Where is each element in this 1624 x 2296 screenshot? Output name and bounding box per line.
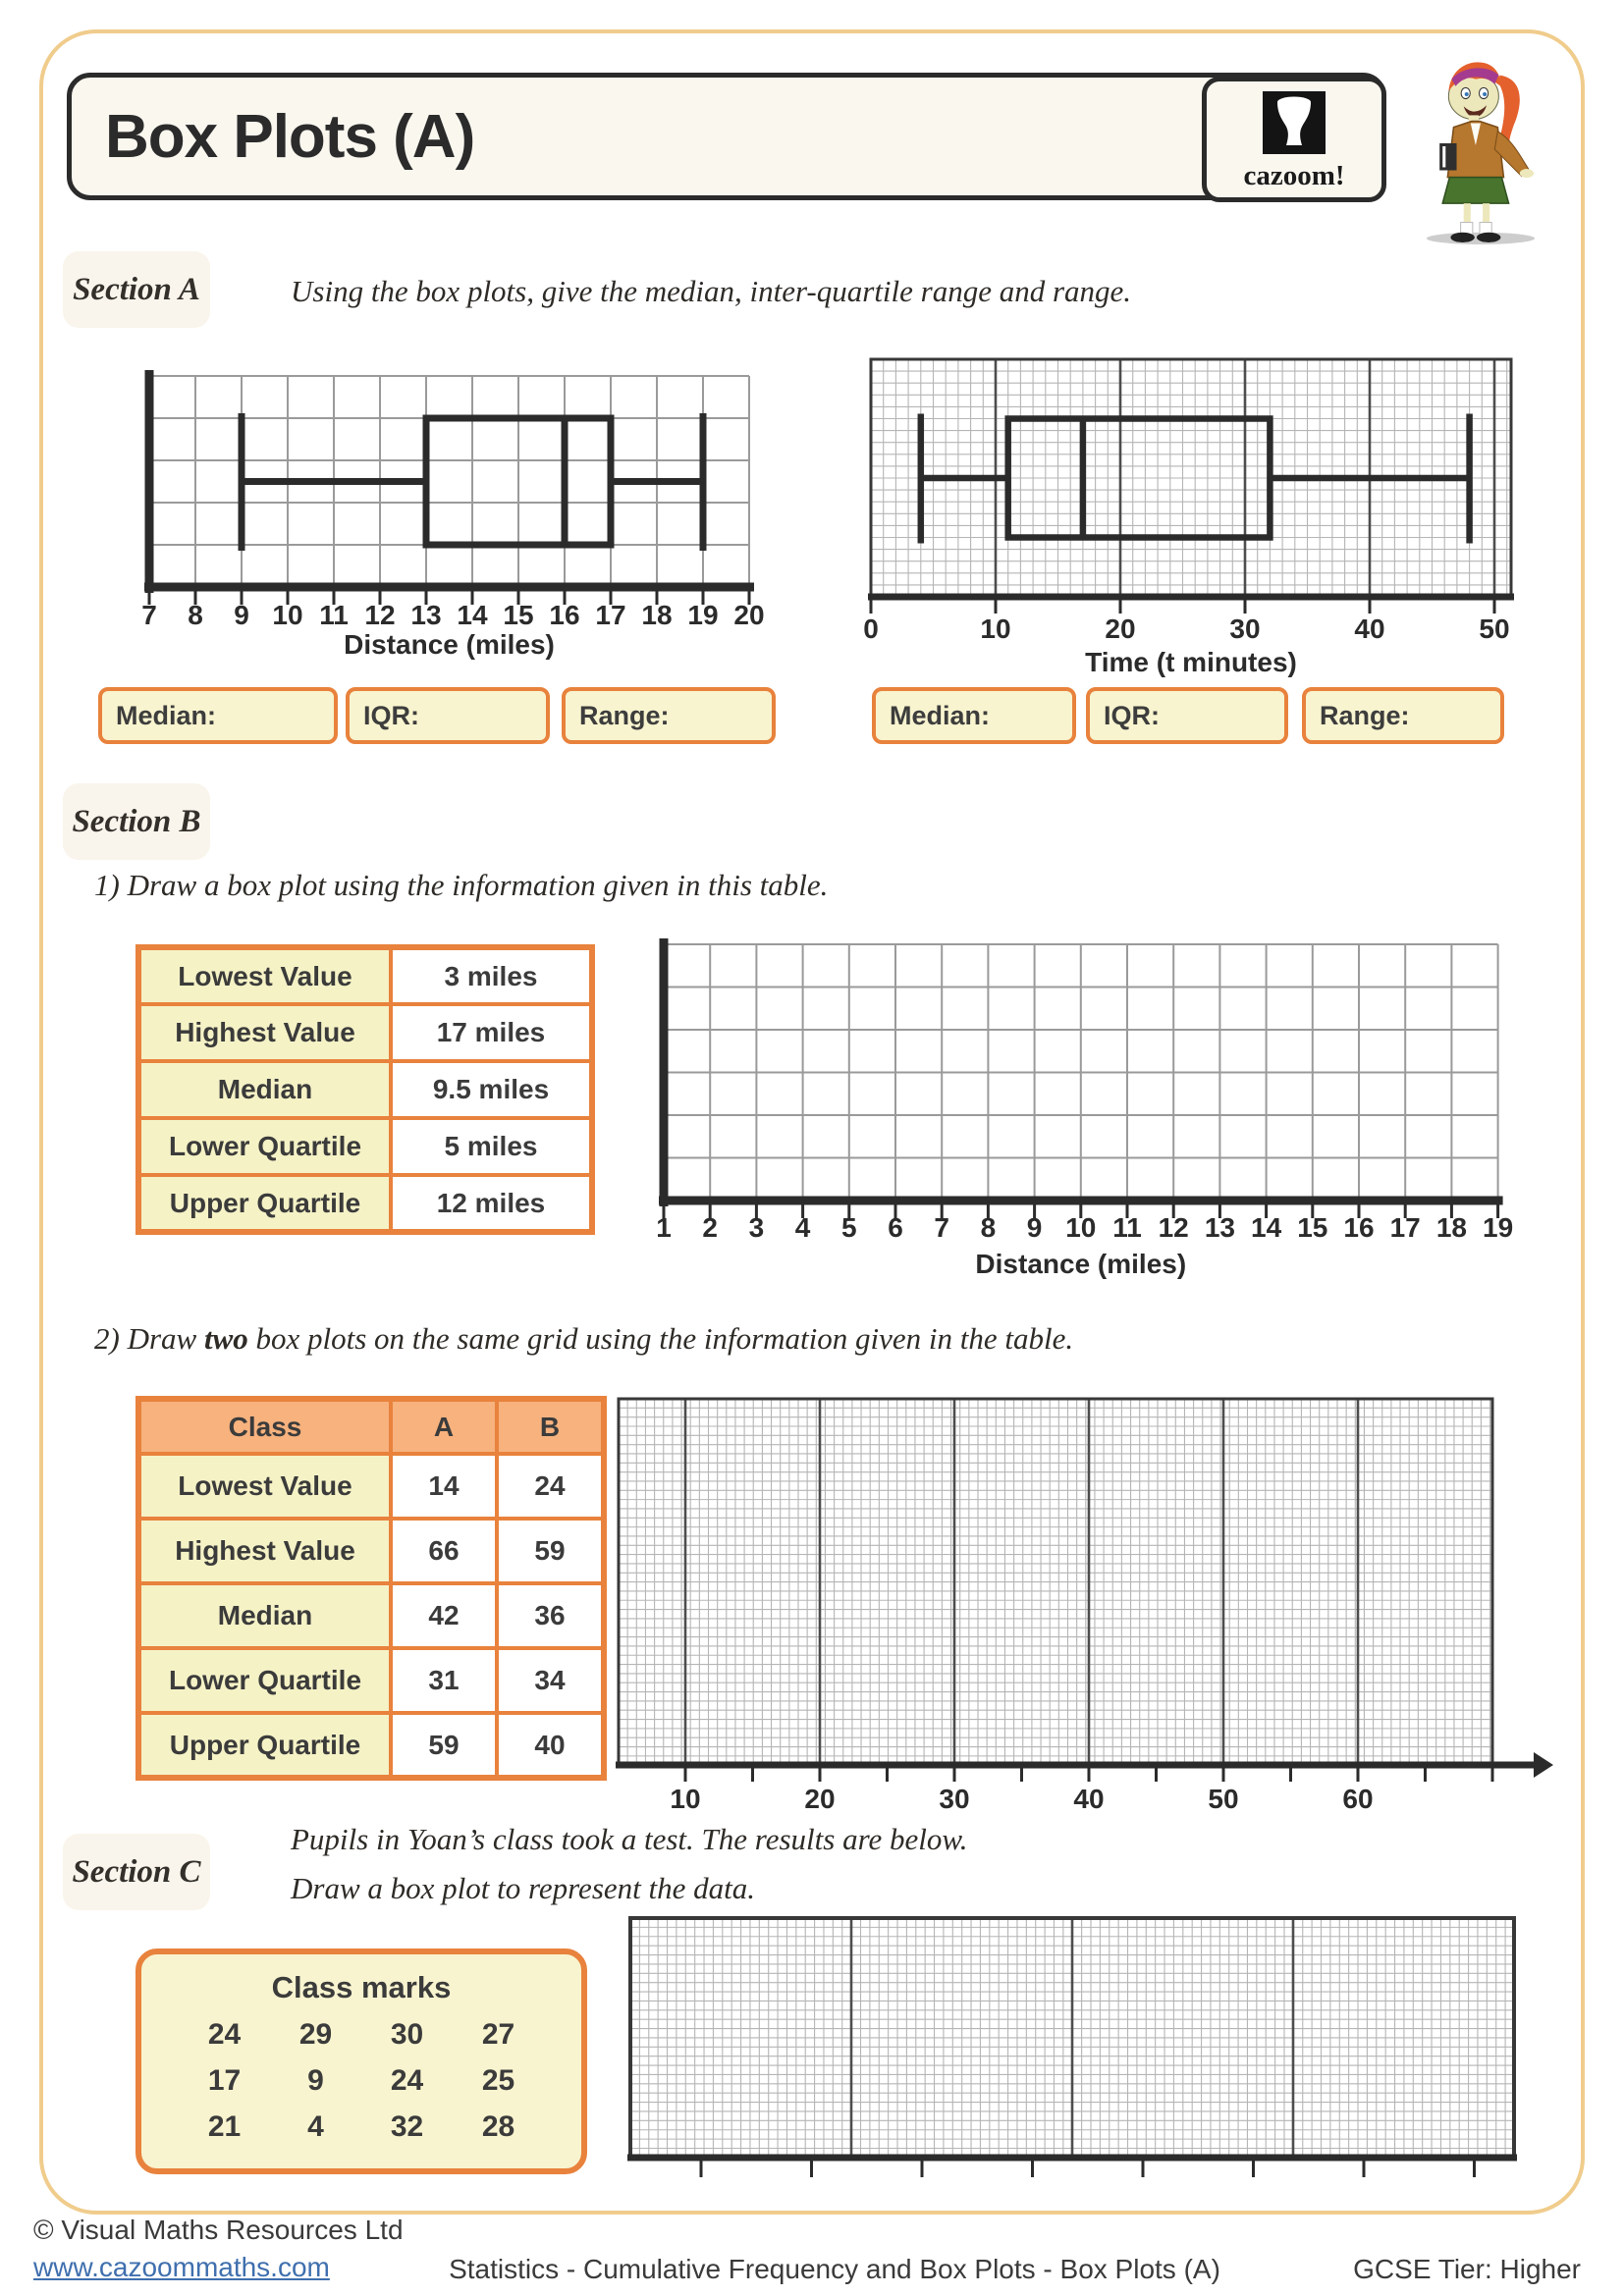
table-row (138, 1004, 592, 1061)
answer-box-iqr-2[interactable] (1086, 687, 1288, 744)
svg-text:16: 16 (1343, 1212, 1375, 1243)
svg-text:13: 13 (1204, 1212, 1235, 1243)
svg-text:5: 5 (841, 1212, 857, 1243)
class-mark-value: 28 (481, 2110, 515, 2143)
table-cell: 34 (497, 1648, 604, 1713)
answer-label: IQR: (363, 700, 419, 730)
class-mark-value: 29 (298, 2018, 333, 2051)
table-cell: 59 (497, 1519, 604, 1583)
svg-text:19: 19 (687, 600, 719, 630)
footer-center-text: Statistics - Cumulative Frequency and Box Plots - Box Plots (A) (449, 2254, 1220, 2284)
table-header-cell: Class (138, 1399, 391, 1454)
svg-text:6: 6 (888, 1212, 903, 1243)
table-cell: Median (138, 1061, 391, 1118)
section-b-label: Section B (63, 783, 210, 860)
logo-text: cazoom! (1243, 160, 1345, 191)
section-c-label: Section C (63, 1834, 210, 1910)
table-cell: 31 (391, 1648, 497, 1713)
svg-text:10: 10 (980, 614, 1011, 644)
class-marks-values (141, 2018, 581, 2144)
table-cell: Lowest Value (138, 947, 391, 1004)
table-cell: 59 (391, 1713, 497, 1778)
answer-label: Median: (890, 700, 991, 730)
svg-text:18: 18 (1435, 1212, 1467, 1243)
class-marks-title: Class marks (271, 1970, 452, 2004)
table-row (138, 1583, 604, 1648)
table-row (138, 1175, 592, 1232)
title-box (67, 73, 1386, 200)
skirt (1442, 178, 1508, 204)
svg-text:10: 10 (1065, 1212, 1097, 1243)
table-cell: 24 (497, 1454, 604, 1519)
svg-text:60: 60 (1342, 1784, 1374, 1814)
class-marks-row (141, 2110, 581, 2144)
svg-text:14: 14 (1251, 1212, 1282, 1243)
question-1-text: 1) Draw a box plot using the information given in this table. (94, 868, 829, 902)
class-mark-value: 27 (481, 2018, 515, 2051)
table-cell: 9.5 miles (391, 1061, 592, 1118)
table-cell: Upper Quartile (138, 1713, 391, 1778)
book (1439, 143, 1456, 171)
class-mark-value: 24 (390, 2064, 424, 2097)
empty-grid-class-marks[interactable] (617, 1906, 1551, 2189)
class-mark-value: 25 (481, 2064, 515, 2097)
svg-text:0: 0 (863, 614, 879, 644)
answer-box-range-1[interactable] (562, 687, 776, 744)
class-mark-value: 21 (207, 2110, 242, 2143)
table-cell: Median (138, 1583, 391, 1648)
logo-box (1202, 77, 1386, 202)
svg-text:3: 3 (748, 1212, 765, 1243)
svg-text:20: 20 (1105, 614, 1136, 644)
table-cell: Upper Quartile (138, 1175, 391, 1232)
svg-text:20: 20 (804, 1784, 836, 1814)
table-header-cell: A (391, 1399, 497, 1454)
footer-tier: GCSE Tier: Higher (1353, 2254, 1581, 2284)
table-cell: Highest Value (138, 1004, 391, 1061)
table-cell: 12 miles (391, 1175, 592, 1232)
svg-text:7: 7 (934, 1212, 949, 1243)
table-row (138, 1519, 604, 1583)
table-cell: 14 (391, 1454, 497, 1519)
section-c-instruction-2: Draw a box plot to represent the data. (291, 1871, 755, 1905)
svg-text:10: 10 (272, 600, 303, 630)
class-mark-value: 9 (307, 2064, 324, 2097)
svg-text:30: 30 (939, 1784, 970, 1814)
table-cell: 40 (497, 1713, 604, 1778)
svg-text:16: 16 (549, 600, 580, 630)
svg-text:20: 20 (733, 600, 765, 630)
table-cell: 17 miles (391, 1004, 592, 1061)
class-mark-value: 30 (390, 2018, 424, 2051)
table-row (138, 1118, 592, 1175)
svg-text:2: 2 (702, 1212, 718, 1243)
section-c-instruction-1: Pupils in Yoan’s class took a test. The results are below. (291, 1822, 968, 1856)
svg-text:17: 17 (595, 600, 626, 630)
svg-text:40: 40 (1354, 614, 1385, 644)
answer-box-iqr-1[interactable] (346, 687, 550, 744)
page-title: Box Plots (A) (105, 102, 475, 171)
svg-text:8: 8 (980, 1212, 997, 1243)
svg-text:17: 17 (1389, 1212, 1421, 1243)
table-row (138, 1061, 592, 1118)
table-cell: Lowest Value (138, 1454, 391, 1519)
svg-text:50: 50 (1208, 1784, 1239, 1814)
table-cell: 66 (391, 1519, 497, 1583)
svg-text:7: 7 (141, 600, 157, 630)
class-marks-box (135, 1949, 587, 2174)
answer-box-median-1[interactable] (98, 687, 338, 744)
svg-text:9: 9 (234, 600, 249, 630)
svg-text:Distance (miles): Distance (miles) (344, 629, 555, 660)
table-cell: 42 (391, 1583, 497, 1648)
svg-text:10: 10 (670, 1784, 701, 1814)
answer-label: Range: (1320, 700, 1410, 730)
class-marks-row (141, 2018, 581, 2052)
table-header-row (138, 1399, 604, 1454)
class-mark-value: 17 (207, 2064, 242, 2097)
svg-text:15: 15 (503, 600, 534, 630)
empty-grid-distance[interactable] (626, 921, 1551, 1286)
svg-text:14: 14 (457, 600, 488, 630)
question-2-text (94, 1321, 1073, 1357)
svg-text:8: 8 (188, 600, 203, 630)
table-row (138, 1713, 604, 1778)
class-mark-value: 24 (207, 2018, 242, 2051)
svg-text:40: 40 (1073, 1784, 1105, 1814)
answer-label: IQR: (1104, 700, 1160, 730)
section-a-label: Section A (63, 251, 210, 328)
svg-text:9: 9 (1026, 1212, 1043, 1243)
class-mark-value: 32 (390, 2110, 424, 2143)
boxplot-figure-time (842, 346, 1551, 683)
svg-text:11: 11 (1112, 1212, 1142, 1243)
table-cell: 36 (497, 1583, 604, 1648)
footer-url-link[interactable]: www.cazoommaths.com (33, 2252, 330, 2282)
svg-text:4: 4 (794, 1212, 811, 1243)
table-row (138, 1648, 604, 1713)
svg-text:12: 12 (364, 600, 396, 630)
question-2-post: box plots on the same grid using the information given in the table. (247, 1321, 1074, 1356)
question-2-pre: 2) Draw (94, 1321, 204, 1356)
boxplot-figure-distance (93, 361, 792, 667)
answer-box-median-2[interactable] (872, 687, 1076, 744)
class-mark-value: 4 (307, 2110, 324, 2143)
answer-label: Range: (579, 700, 670, 730)
svg-text:Distance (miles): Distance (miles) (975, 1249, 1187, 1279)
svg-text:12: 12 (1158, 1212, 1189, 1243)
footer-copyright: © Visual Maths Resources Ltd (33, 2215, 404, 2245)
question-2-bold: two (203, 1321, 248, 1356)
answer-box-range-2[interactable] (1302, 687, 1504, 744)
summary-table-2 (135, 1396, 607, 1781)
table-cell: Lower Quartile (138, 1118, 391, 1175)
table-cell: Lower Quartile (138, 1648, 391, 1713)
answer-label: Median: (116, 700, 217, 730)
table-cell: 3 miles (391, 947, 592, 1004)
svg-text:11: 11 (319, 600, 349, 630)
svg-text:50: 50 (1479, 614, 1510, 644)
svg-text:13: 13 (410, 600, 442, 630)
table-header-cell: B (497, 1399, 604, 1454)
svg-text:15: 15 (1297, 1212, 1328, 1243)
table-cell: 5 miles (391, 1118, 592, 1175)
section-a-instruction: Using the box plots, give the median, inter-quartile range and range. (291, 274, 1132, 308)
summary-table-1 (135, 944, 595, 1235)
svg-text:Time (t minutes): Time (t minutes) (1085, 647, 1297, 677)
svg-text:19: 19 (1483, 1212, 1514, 1243)
table-row (138, 947, 592, 1004)
svg-text:1: 1 (656, 1212, 672, 1243)
svg-text:30: 30 (1229, 614, 1261, 644)
svg-text:18: 18 (641, 600, 673, 630)
table-row (138, 1454, 604, 1519)
cazoom-drum-icon (1263, 91, 1326, 154)
class-marks-row (141, 2064, 581, 2098)
student-character-illustration (1394, 45, 1567, 245)
table-cell: Highest Value (138, 1519, 391, 1583)
empty-grid-two-boxplots[interactable] (601, 1386, 1567, 1828)
